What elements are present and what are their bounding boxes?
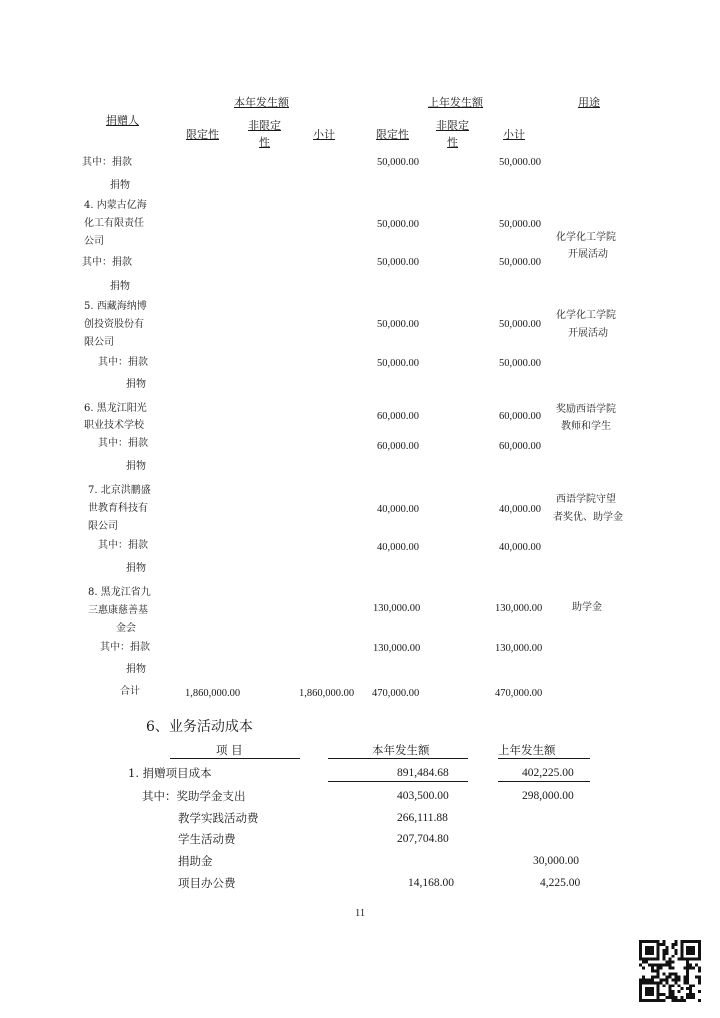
cost-row-label: 学生活动费 bbox=[178, 832, 236, 846]
donor-goods-label: 捐物 bbox=[126, 379, 146, 390]
donor-cash-label: 其中：捐款 bbox=[82, 257, 132, 268]
donor-name-line: 7. 北京洪鹏盛 bbox=[88, 485, 151, 496]
donor-subtotal-prior: 60,000.00 bbox=[499, 411, 541, 422]
donor-name-line: 6. 黑龙江阳光 bbox=[84, 403, 147, 414]
header-item: 项 目 bbox=[216, 743, 243, 757]
donor-restricted-prior: 130,000.00 bbox=[373, 603, 421, 614]
cost-row-prior: 4,225.00 bbox=[540, 877, 581, 889]
header-prior: 上年发生额 bbox=[498, 743, 556, 757]
donor-cash-subtotal-prior: 40,000.00 bbox=[499, 542, 541, 553]
donor-restricted-prior: 50,000.00 bbox=[377, 219, 419, 230]
donor-cash-label: 其中：捐款 bbox=[98, 357, 148, 368]
donor-goods-label: 捐物 bbox=[126, 664, 146, 675]
header-prior-year: 上年发生额 bbox=[428, 96, 483, 109]
cost-row-label: 捐助金 bbox=[178, 854, 213, 868]
donor-cash-subtotal-prior: 50,000.00 bbox=[499, 257, 541, 268]
donor-name-line: 职业技术学校 bbox=[84, 420, 144, 431]
donor-name-line: 8. 黑龙江省九 bbox=[88, 587, 151, 598]
donor-goods-label: 捐物 bbox=[126, 461, 146, 472]
cost-row-prior: 298,000.00 bbox=[522, 790, 574, 802]
donor-purpose-line: 教师和学生 bbox=[561, 421, 611, 432]
header-unrestricted-prior-line2: 性 bbox=[447, 136, 458, 149]
donor-cash-restricted-prior: 130,000.00 bbox=[373, 643, 421, 654]
donor-name-line: 世教育科技有 bbox=[88, 503, 148, 514]
donor-subtotal-prior: 50,000.00 bbox=[499, 219, 541, 230]
total-restricted-prior: 470,000.00 bbox=[372, 688, 420, 699]
donor-cash-subtotal-prior: 60,000.00 bbox=[499, 441, 541, 452]
donor-cash-subtotal-prior: 50,000.00 bbox=[499, 358, 541, 369]
row-cash-label: 其中：捐款 bbox=[82, 157, 132, 168]
header-donor: 捐赠人 bbox=[106, 114, 139, 127]
donor-cash-subtotal-prior: 130,000.00 bbox=[495, 643, 543, 654]
cost-row-current: 403,500.00 bbox=[397, 790, 449, 802]
donor-goods-label: 捐物 bbox=[110, 281, 130, 292]
header-unrestricted-line2: 性 bbox=[259, 136, 270, 149]
donor-purpose-line: 化学化工学院 bbox=[556, 310, 616, 321]
page-number: 11 bbox=[355, 908, 366, 919]
row-subtotal-prior: 50,000.00 bbox=[499, 157, 541, 168]
donor-restricted-prior: 60,000.00 bbox=[377, 411, 419, 422]
cost-row-current: 14,168.00 bbox=[408, 877, 454, 889]
header-purpose: 用途 bbox=[578, 96, 600, 109]
header-restricted: 限定性 bbox=[186, 128, 219, 141]
cost-row-label: 项目办公费 bbox=[178, 876, 236, 890]
donor-purpose-line: 奖励西语学院 bbox=[556, 404, 616, 415]
cost-row-current: 891,484.68 bbox=[397, 767, 449, 779]
header-current-year: 本年发生额 bbox=[234, 96, 289, 109]
donor-cash-label: 其中：捐款 bbox=[98, 540, 148, 551]
donor-name-line: 化工有限责任 bbox=[84, 218, 144, 229]
donor-name-line: 4. 内蒙古亿海 bbox=[84, 200, 147, 211]
donor-purpose: 助学金 bbox=[572, 602, 602, 613]
donor-name-line: 限公司 bbox=[84, 337, 114, 348]
header-subtotal: 小计 bbox=[313, 128, 335, 141]
donor-goods-label: 捐物 bbox=[126, 563, 146, 574]
total-restricted: 1,860,000.00 bbox=[185, 688, 241, 699]
donor-name-line: 公司 bbox=[84, 236, 104, 247]
donor-name-line: 金会 bbox=[116, 623, 136, 634]
total-subtotal-prior: 470,000.00 bbox=[495, 688, 543, 699]
donor-cash-restricted-prior: 60,000.00 bbox=[377, 441, 419, 452]
header-unrestricted-line1: 非限定 bbox=[248, 119, 281, 132]
header-restricted-prior: 限定性 bbox=[376, 128, 409, 141]
donor-name-line: 三惠康慈善基 bbox=[88, 605, 148, 616]
donor-purpose-line: 开展活动 bbox=[568, 249, 608, 260]
donor-purpose-line: 开展活动 bbox=[568, 328, 608, 339]
cost-row-prior: 30,000.00 bbox=[533, 855, 579, 867]
section-title: 6、业务活动成本 bbox=[146, 719, 253, 735]
donor-cash-restricted-prior: 50,000.00 bbox=[377, 257, 419, 268]
header-unrestricted-prior-line1: 非限定 bbox=[436, 119, 469, 132]
total-label: 合计 bbox=[120, 686, 140, 697]
cost-row-label: 1. 捐赠项目成本 bbox=[128, 766, 212, 780]
cost-row-prior: 402,225.00 bbox=[522, 767, 574, 779]
donor-purpose-line: 者奖优、助学金 bbox=[553, 512, 623, 523]
donor-restricted-prior: 40,000.00 bbox=[377, 504, 419, 515]
cost-row-label: 教学实践活动费 bbox=[178, 811, 259, 825]
donor-purpose-line: 化学化工学院 bbox=[556, 232, 616, 243]
donor-name-line: 创投资股份有 bbox=[84, 319, 144, 330]
donor-cash-label: 其中：捐款 bbox=[100, 642, 150, 653]
cost-row-current: 207,704.80 bbox=[397, 833, 449, 845]
qr-code-icon bbox=[639, 940, 701, 1002]
donor-subtotal-prior: 130,000.00 bbox=[495, 603, 543, 614]
donor-name-line: 限公司 bbox=[88, 521, 118, 532]
cost-row-current: 266,111.88 bbox=[397, 812, 448, 824]
donor-subtotal-prior: 50,000.00 bbox=[499, 319, 541, 330]
donor-cash-label: 其中：捐款 bbox=[98, 438, 148, 449]
donor-name-line: 5. 西藏海纳博 bbox=[84, 301, 147, 312]
total-subtotal: 1,860,000.00 bbox=[299, 688, 355, 699]
header-current: 本年发生额 bbox=[372, 743, 430, 757]
row-goods-label: 捐物 bbox=[110, 180, 130, 191]
cost-row-label: 其中：奖助学金支出 bbox=[142, 789, 246, 803]
donor-purpose-line: 西语学院守望 bbox=[556, 494, 616, 505]
donor-subtotal-prior: 40,000.00 bbox=[499, 504, 541, 515]
donor-cash-restricted-prior: 40,000.00 bbox=[377, 542, 419, 553]
header-subtotal-prior: 小计 bbox=[503, 128, 525, 141]
row-restricted-prior: 50,000.00 bbox=[377, 157, 419, 168]
donor-restricted-prior: 50,000.00 bbox=[377, 319, 419, 330]
donor-cash-restricted-prior: 50,000.00 bbox=[377, 358, 419, 369]
